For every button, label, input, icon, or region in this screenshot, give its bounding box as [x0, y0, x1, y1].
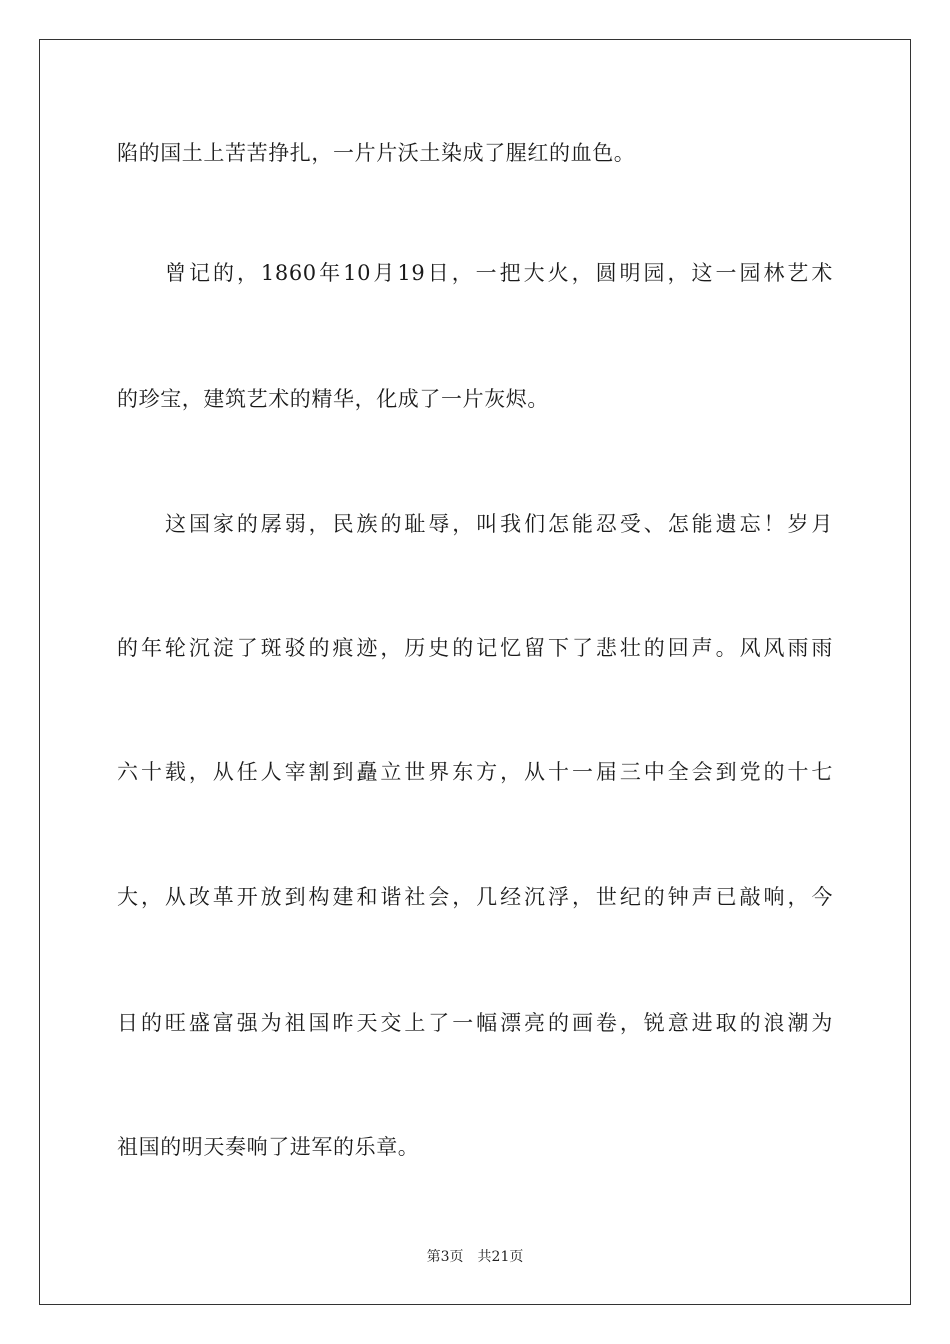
- text-line-5: 的年轮沉淀了斑驳的痕迹，历史的记忆留下了悲壮的回声。风风雨雨: [117, 636, 833, 660]
- text-line-6: 六十载，从任人宰割到矗立世界东方，从十一届三中全会到党的十七: [117, 760, 833, 784]
- text-line-9: 祖国的明天奏响了进军的乐章。: [117, 1135, 420, 1159]
- text-line-7: 大，从改革开放到构建和谐社会，几经沉浮，世纪的钟声已敲响，今: [117, 885, 833, 909]
- total-pages: 共21页: [477, 1249, 524, 1265]
- page-footer: [0, 1247, 950, 1267]
- current-page-number: 第3页: [426, 1249, 464, 1265]
- page-border: [39, 39, 911, 1305]
- text-line-1: 陷的国土上苦苦挣扎，一片片沃土染成了腥红的血色。: [117, 141, 636, 165]
- text-line-3: 的珍宝，建筑艺术的精华，化成了一片灰烬。: [117, 387, 549, 411]
- text-line-2: 曾记的，1860年10月19日，一把大火，圆明园，这一园林艺术: [165, 261, 833, 285]
- text-line-4: 这国家的孱弱，民族的耻辱，叫我们怎能忍受、怎能遗忘！岁月: [165, 512, 833, 536]
- text-line-8: 日的旺盛富强为祖国昨天交上了一幅漂亮的画卷，锐意进取的浪潮为: [117, 1011, 833, 1035]
